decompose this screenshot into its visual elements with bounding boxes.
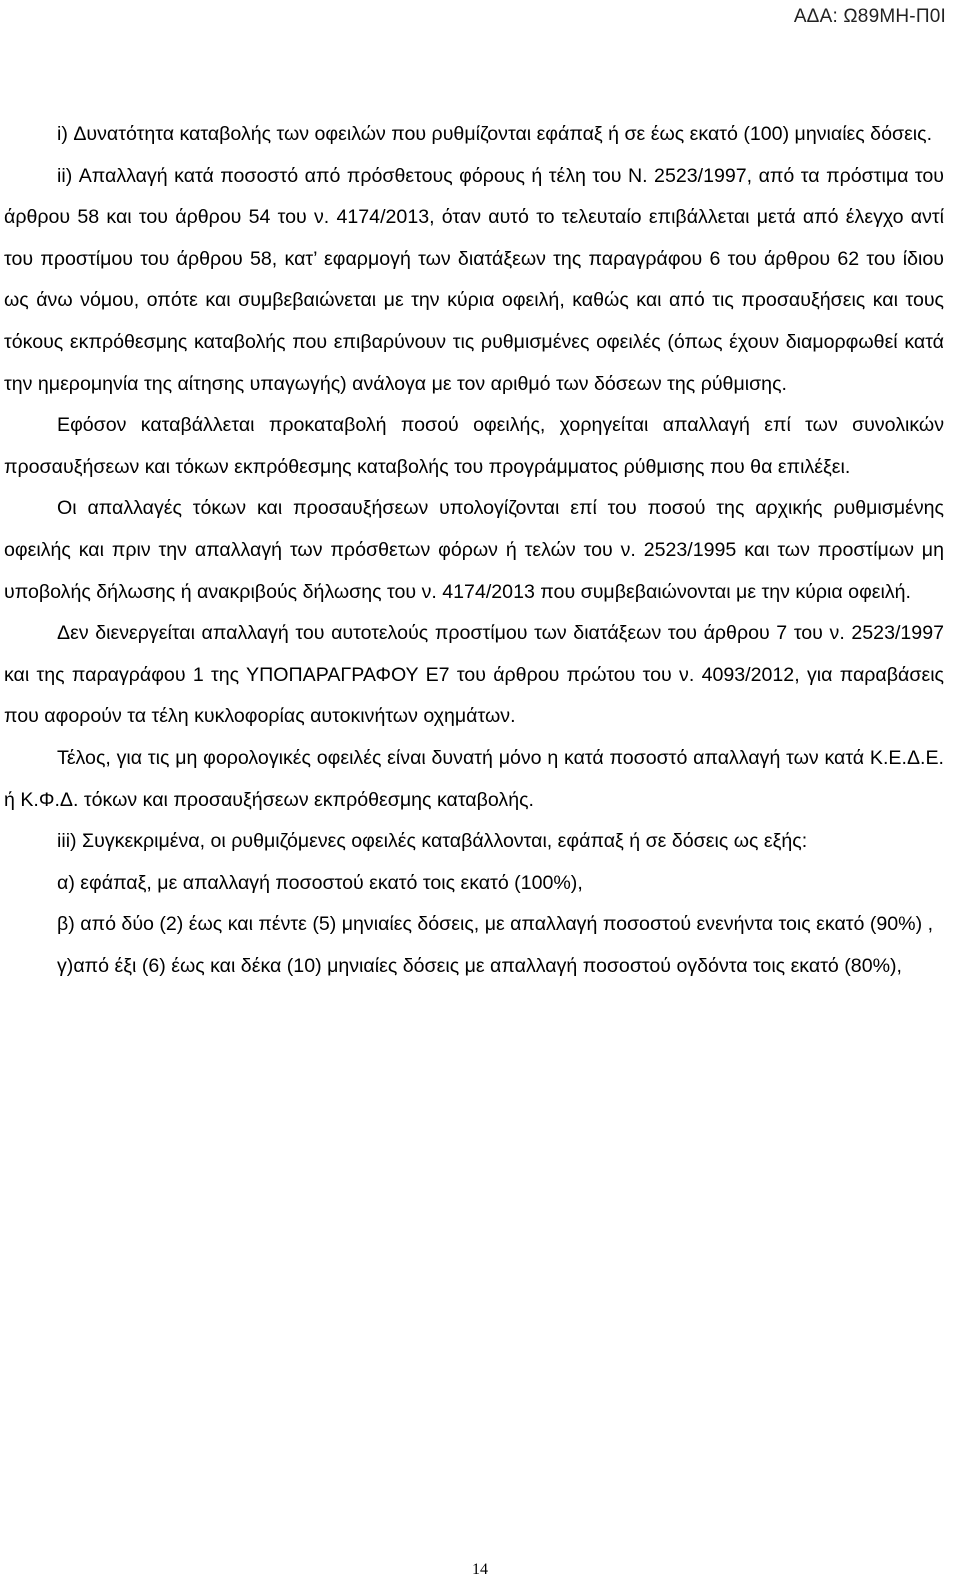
list-item-a: α) εφάπαξ, με απαλλαγή ποσοστού εκατό τοις εκατό (100%), xyxy=(57,871,583,894)
paragraph-i: i) Δυνατότητα καταβολής των οφειλών που ρυθμίζονται εφάπαξ ή σε έως εκατό (100) μηνιαίες δόσεις. xyxy=(57,123,933,145)
document-body xyxy=(4,114,944,987)
ada-code: ΑΔΑ: Ω89ΜΗ-Π0Ι xyxy=(793,6,946,27)
page-number: 14 xyxy=(472,1561,488,1578)
list-item-b: β) από δύο (2) έως και πέντε (5) μηνιαίες δόσεις, με απαλλαγή ποσοστού ενενήντα τοις εκατό (90%) , xyxy=(57,913,934,936)
paragraph-prepayment: Εφόσον καταβάλλεται προκαταβολή ποσού οφειλής, χορηγείται απαλλαγή επί των συνολικών προσαυξήσεων και τόκων εκπρόθεσμης καταβολής του προγράμματος ρύθμισης που θα επιλέξει. xyxy=(4,414,944,478)
paragraph-non-tax-debts: Τέλος, για τις μη φορολογικές οφειλές είναι δυνατή μόνο η κατά ποσοστό απαλλαγή των κατά Κ.Ε.Δ.Ε. ή Κ.Φ.Δ. τόκων και προσαυξήσεων εκπρόθεσμης καταβολής. xyxy=(4,746,944,811)
paragraph-no-exemption: Δεν διενεργείται απαλλαγή του αυτοτελούς προστίμου των διατάξεων του άρθρου 7 του ν. 2523/1997 και της παραγράφου 1 της ΥΠΟΠΑΡΑΓΡΑΦΟΥ Ε7 του άρθρου πρώτου του ν. 4093/2012, για παραβάσεις που αφορούν τα τέλη κυκλοφορίας αυτοκινήτων οχημάτων. xyxy=(4,622,944,728)
paragraph-iii: iii) Συγκεκριμένα, οι ρυθμιζόμενες οφειλές καταβάλλονται, εφάπαξ ή σε δόσεις ως εξής: xyxy=(57,830,808,853)
list-item-c: γ)από έξι (6) έως και δέκα (10) μηνιαίες δόσεις με απαλλαγή ποσοστού ογδόντα τοις εκατό (80%), xyxy=(57,954,902,977)
paragraph-exemption-calculation: Οι απαλλαγές τόκων και προσαυξήσεων υπολογίζονται επί του ποσού της αρχικής ρυθμισμένης οφειλής και πριν την απαλλαγή των πρόσθετων φόρων ή τελών του ν. 2523/1995 και των προστίμων μη υποβολής δήλωσης ή ανακριβούς δήλωσης του ν. 4174/2013 που συμβεβαιώνονται με την κύρια οφειλή. xyxy=(4,497,944,603)
paragraph-ii: ii) Απαλλαγή κατά ποσοστό από πρόσθετους φόρους ή τέλη του Ν. 2523/1997, από τα πρόστιμα του άρθρου 58 και του άρθρου 54 του ν. 4174/2013, όταν αυτό το τελευταίο επιβάλλεται μετά από έλεγχο αντί του προστίμου του άρθρου 58, κατ’ εφαρμογή των διατάξεων της παραγράφου 6 του άρθρου 62 του ίδιου ως άνω νόμου, οπότε και συμβεβαιώνεται με την κύρια οφειλή, καθώς και από τις προσαυξήσεις και τους τόκους εκπρόθεσμης καταβολής που επιβαρύνουν τις ρυθμισμένες οφειλές (όπως έχουν διαμορφωθεί κατά την ημερομηνία της αίτησης υπαγωγής) ανάλογα με τον αριθμό των δόσεων της ρύθμισης. xyxy=(4,164,944,395)
